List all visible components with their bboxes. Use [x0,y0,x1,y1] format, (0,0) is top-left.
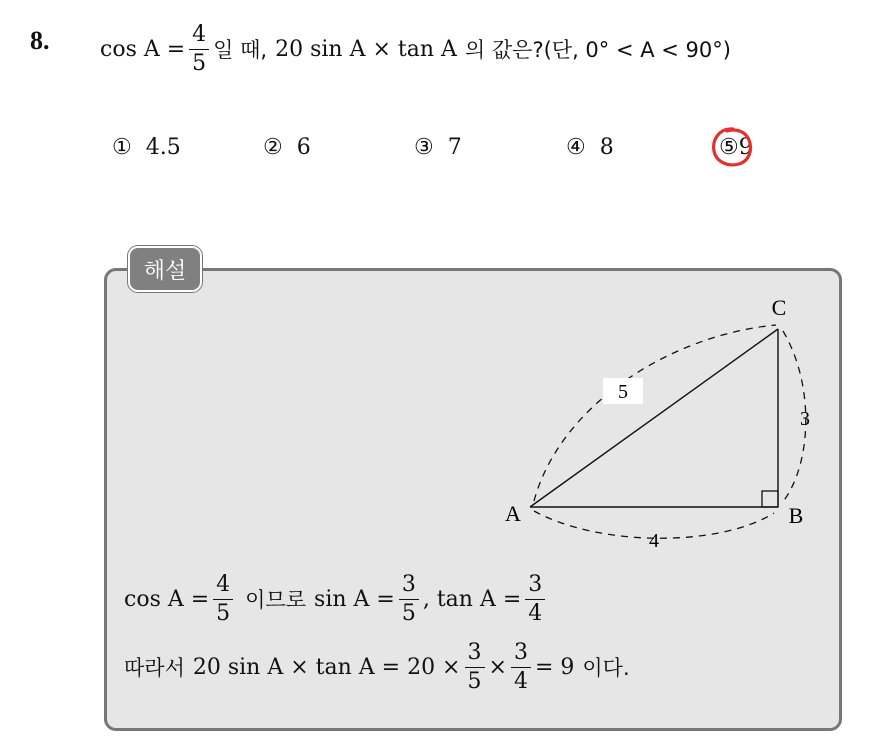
fraction [465,639,485,694]
korean-connector: 이므로 [245,588,307,612]
hyp-label: 5 [618,381,628,403]
fraction [511,639,531,694]
choice-value: 7 [447,135,462,160]
vertex-a-label: A [505,501,521,526]
fraction-numerator: 3 [525,574,545,600]
solution-tab: 해설 [128,246,202,292]
choice-value: 6 [296,135,311,160]
answer-circle-mark [709,124,755,170]
times-sign: × [488,654,507,680]
fraction-denominator: 4 [513,668,528,694]
fraction-numerator: 3 [465,642,485,668]
fraction [525,571,545,626]
question-text-mid: 일 때, [213,38,268,62]
solution-line-1 [124,568,549,630]
base-label: 4 [649,530,659,552]
fraction [399,571,419,626]
choice-mark: ⑤ [719,135,739,160]
korean-ending: 이다. [582,656,630,680]
sin-lhs: sin A = [314,586,395,612]
question-fraction [189,21,209,76]
question-text-end: 의 값은?(단, 0° < A < 90°) [464,38,731,62]
fraction-denominator: 4 [528,600,543,626]
choice-mark: ③ [414,135,434,160]
cos-lhs: cos A = [124,586,210,612]
right-angle-mark [762,491,778,507]
choice-value: 9 [738,135,753,160]
expression: 20 sin A × tan A = 20 × [192,654,461,680]
choice-1[interactable] [112,135,181,160]
triangle-hypotenuse [530,329,778,507]
choice-mark: ① [112,135,132,160]
fraction-numerator: 3 [399,574,419,600]
vertex-b-label: B [788,503,804,528]
question-text [100,14,731,84]
fraction-numerator: 3 [511,642,531,668]
fraction [213,571,233,626]
fraction-denominator: 5 [216,600,231,626]
result: = 9 [534,654,575,680]
choice-4[interactable] [566,135,614,160]
choice-2[interactable] [263,135,311,160]
question-expression: 20 sin A × tan A [275,36,457,62]
vert-label: 3 [800,408,810,430]
choice-mark: ② [263,135,283,160]
fraction-denominator: 5 [192,50,207,76]
choice-value: 8 [599,135,614,160]
solution-line-2 [124,636,630,698]
choice-value: 4.5 [145,135,181,160]
question-cos-lhs: cos A = [100,36,186,62]
fraction-numerator: 4 [189,24,209,50]
fraction-denominator: 5 [401,600,416,626]
choice-3[interactable] [414,135,462,160]
question-number: 8. [30,26,50,55]
hyp-dashed-arc [534,325,776,501]
vertex-c-label: C [771,295,787,320]
fraction-denominator: 5 [467,668,482,694]
tan-lhs: , tan A = [422,586,522,612]
fraction-numerator: 4 [213,574,233,600]
korean-connector: 따라서 [124,656,185,680]
choice-mark: ④ [566,135,586,160]
triangle-diagram [480,285,840,565]
